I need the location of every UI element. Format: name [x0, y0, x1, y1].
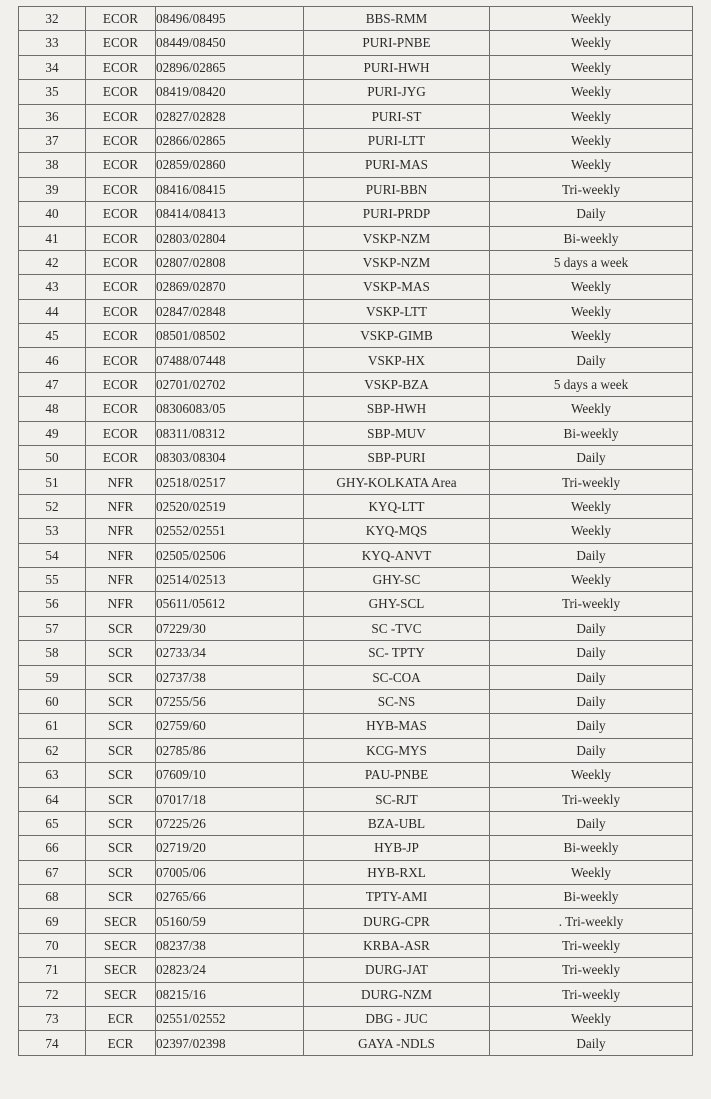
- train-number-cell: 07225/26: [156, 811, 304, 835]
- table-row: [19, 202, 693, 226]
- frequency-cell: Weekly: [490, 80, 693, 104]
- railway-zone-cell: SCR: [86, 714, 156, 738]
- train-number-cell: 02520/02519: [156, 494, 304, 518]
- train-number-cell: 08414/08413: [156, 202, 304, 226]
- railway-zone-cell: ECOR: [86, 7, 156, 31]
- table-row: [19, 104, 693, 128]
- train-number-cell: 02803/02804: [156, 226, 304, 250]
- table-row: [19, 909, 693, 933]
- frequency-cell: Weekly: [490, 275, 693, 299]
- train-number-cell: 02866/02865: [156, 128, 304, 152]
- table-row: [19, 470, 693, 494]
- route-cell: VSKP-HX: [304, 348, 490, 372]
- frequency-cell: Tri-weekly: [490, 958, 693, 982]
- serial-number-cell: 69: [19, 909, 86, 933]
- serial-number-cell: 64: [19, 787, 86, 811]
- train-number-cell: 02514/02513: [156, 567, 304, 591]
- table-row: [19, 592, 693, 616]
- route-cell: PURI-HWH: [304, 55, 490, 79]
- railway-zone-cell: ECOR: [86, 348, 156, 372]
- serial-number-cell: 33: [19, 31, 86, 55]
- serial-number-cell: 49: [19, 421, 86, 445]
- railway-zone-cell: SECR: [86, 933, 156, 957]
- serial-number-cell: 32: [19, 7, 86, 31]
- train-number-cell: 05611/05612: [156, 592, 304, 616]
- route-cell: SBP-MUV: [304, 421, 490, 445]
- serial-number-cell: 35: [19, 80, 86, 104]
- frequency-cell: Weekly: [490, 7, 693, 31]
- railway-zone-cell: ECOR: [86, 446, 156, 470]
- route-cell: PAU-PNBE: [304, 763, 490, 787]
- route-cell: PURI-JYG: [304, 80, 490, 104]
- serial-number-cell: 60: [19, 689, 86, 713]
- table-row: [19, 324, 693, 348]
- frequency-cell: Tri-weekly: [490, 982, 693, 1006]
- railway-zone-cell: SCR: [86, 885, 156, 909]
- table-row: [19, 860, 693, 884]
- serial-number-cell: 66: [19, 836, 86, 860]
- table-row: [19, 543, 693, 567]
- train-number-cell: 07005/06: [156, 860, 304, 884]
- table-row: [19, 714, 693, 738]
- route-cell: VSKP-GIMB: [304, 324, 490, 348]
- railway-zone-cell: SECR: [86, 909, 156, 933]
- railway-zone-cell: SCR: [86, 689, 156, 713]
- route-cell: GHY-KOLKATA Area: [304, 470, 490, 494]
- serial-number-cell: 38: [19, 153, 86, 177]
- train-number-cell: 07229/30: [156, 616, 304, 640]
- railway-zone-cell: ECOR: [86, 421, 156, 445]
- table-row: [19, 299, 693, 323]
- serial-number-cell: 62: [19, 738, 86, 762]
- serial-number-cell: 68: [19, 885, 86, 909]
- table-row: [19, 348, 693, 372]
- route-cell: BZA-UBL: [304, 811, 490, 835]
- frequency-cell: Bi-weekly: [490, 421, 693, 445]
- serial-number-cell: 37: [19, 128, 86, 152]
- table-row: [19, 55, 693, 79]
- train-number-cell: 08419/08420: [156, 80, 304, 104]
- route-cell: VSKP-BZA: [304, 372, 490, 396]
- table-row: [19, 933, 693, 957]
- table-row: [19, 885, 693, 909]
- table-row: [19, 397, 693, 421]
- table-row: [19, 665, 693, 689]
- frequency-cell: Weekly: [490, 104, 693, 128]
- railway-zone-cell: ECOR: [86, 372, 156, 396]
- route-cell: TPTY-AMI: [304, 885, 490, 909]
- frequency-cell: Weekly: [490, 31, 693, 55]
- route-cell: HYB-MAS: [304, 714, 490, 738]
- serial-number-cell: 55: [19, 567, 86, 591]
- route-cell: PURI-ST: [304, 104, 490, 128]
- serial-number-cell: 71: [19, 958, 86, 982]
- train-number-cell: 02827/02828: [156, 104, 304, 128]
- train-number-cell: 08306083/05: [156, 397, 304, 421]
- frequency-cell: Daily: [490, 689, 693, 713]
- railway-zone-cell: ECOR: [86, 128, 156, 152]
- serial-number-cell: 45: [19, 324, 86, 348]
- table-row: [19, 811, 693, 835]
- frequency-cell: Daily: [490, 811, 693, 835]
- table-row: [19, 153, 693, 177]
- route-cell: PURI-LTT: [304, 128, 490, 152]
- route-cell: PURI-PRDP: [304, 202, 490, 226]
- train-number-cell: 07017/18: [156, 787, 304, 811]
- table-row: [19, 494, 693, 518]
- frequency-cell: Weekly: [490, 519, 693, 543]
- railway-zone-cell: SCR: [86, 787, 156, 811]
- table-row: [19, 958, 693, 982]
- frequency-cell: Daily: [490, 543, 693, 567]
- train-number-cell: 08501/08502: [156, 324, 304, 348]
- serial-number-cell: 72: [19, 982, 86, 1006]
- railway-zone-cell: NFR: [86, 592, 156, 616]
- frequency-cell: Weekly: [490, 153, 693, 177]
- route-cell: SBP-HWH: [304, 397, 490, 421]
- table-body: [19, 7, 693, 1056]
- frequency-cell: 5 days a week: [490, 372, 693, 396]
- train-number-cell: 02518/02517: [156, 470, 304, 494]
- serial-number-cell: 51: [19, 470, 86, 494]
- train-number-cell: 02397/02398: [156, 1031, 304, 1055]
- railway-zone-cell: SCR: [86, 641, 156, 665]
- train-number-cell: 02847/02848: [156, 299, 304, 323]
- route-cell: KCG-MYS: [304, 738, 490, 762]
- serial-number-cell: 57: [19, 616, 86, 640]
- route-cell: DURG-NZM: [304, 982, 490, 1006]
- train-number-cell: 02759/60: [156, 714, 304, 738]
- route-cell: DURG-JAT: [304, 958, 490, 982]
- table-row: [19, 421, 693, 445]
- train-number-cell: 02896/02865: [156, 55, 304, 79]
- railway-zone-cell: NFR: [86, 494, 156, 518]
- route-cell: GAYA -NDLS: [304, 1031, 490, 1055]
- table-row: [19, 275, 693, 299]
- train-number-cell: 02807/02808: [156, 250, 304, 274]
- railway-zone-cell: SCR: [86, 811, 156, 835]
- route-cell: SC -TVC: [304, 616, 490, 640]
- route-cell: BBS-RMM: [304, 7, 490, 31]
- table-row: [19, 616, 693, 640]
- frequency-cell: Weekly: [490, 763, 693, 787]
- train-number-cell: 02733/34: [156, 641, 304, 665]
- railway-zone-cell: ECOR: [86, 55, 156, 79]
- table-row: [19, 689, 693, 713]
- train-number-cell: 08416/08415: [156, 177, 304, 201]
- serial-number-cell: 42: [19, 250, 86, 274]
- frequency-cell: Weekly: [490, 1007, 693, 1031]
- frequency-cell: Daily: [490, 738, 693, 762]
- serial-number-cell: 46: [19, 348, 86, 372]
- serial-number-cell: 50: [19, 446, 86, 470]
- train-number-cell: 08496/08495: [156, 7, 304, 31]
- frequency-cell: Bi-weekly: [490, 836, 693, 860]
- railway-zone-cell: SECR: [86, 982, 156, 1006]
- train-number-cell: 08311/08312: [156, 421, 304, 445]
- table-row: [19, 177, 693, 201]
- train-number-cell: 02505/02506: [156, 543, 304, 567]
- frequency-cell: Tri-weekly: [490, 470, 693, 494]
- route-cell: SC- TPTY: [304, 641, 490, 665]
- route-cell: SC-COA: [304, 665, 490, 689]
- table-row: [19, 372, 693, 396]
- route-cell: KRBA-ASR: [304, 933, 490, 957]
- frequency-cell: Daily: [490, 665, 693, 689]
- frequency-cell: Weekly: [490, 860, 693, 884]
- frequency-cell: Bi-weekly: [490, 885, 693, 909]
- route-cell: VSKP-MAS: [304, 275, 490, 299]
- train-number-cell: 07488/07448: [156, 348, 304, 372]
- serial-number-cell: 59: [19, 665, 86, 689]
- frequency-cell: Tri-weekly: [490, 787, 693, 811]
- railway-zone-cell: ECOR: [86, 202, 156, 226]
- frequency-cell: Tri-weekly: [490, 592, 693, 616]
- train-number-cell: 02869/02870: [156, 275, 304, 299]
- serial-number-cell: 53: [19, 519, 86, 543]
- frequency-cell: Daily: [490, 616, 693, 640]
- table-row: [19, 31, 693, 55]
- frequency-cell: Tri-weekly: [490, 933, 693, 957]
- frequency-cell: Weekly: [490, 567, 693, 591]
- railway-zone-cell: ECOR: [86, 397, 156, 421]
- train-number-cell: 02552/02551: [156, 519, 304, 543]
- serial-number-cell: 63: [19, 763, 86, 787]
- railway-zone-cell: ECOR: [86, 226, 156, 250]
- frequency-cell: Daily: [490, 714, 693, 738]
- serial-number-cell: 67: [19, 860, 86, 884]
- frequency-cell: Daily: [490, 202, 693, 226]
- table-row: [19, 226, 693, 250]
- frequency-cell: Weekly: [490, 55, 693, 79]
- serial-number-cell: 65: [19, 811, 86, 835]
- route-cell: HYB-JP: [304, 836, 490, 860]
- route-cell: PURI-PNBE: [304, 31, 490, 55]
- table-row: [19, 763, 693, 787]
- frequency-cell: Weekly: [490, 128, 693, 152]
- route-cell: PURI-BBN: [304, 177, 490, 201]
- frequency-cell: Daily: [490, 348, 693, 372]
- table-row: [19, 128, 693, 152]
- serial-number-cell: 58: [19, 641, 86, 665]
- train-number-cell: 08303/08304: [156, 446, 304, 470]
- train-schedule-table: [18, 6, 693, 1056]
- frequency-cell: Weekly: [490, 494, 693, 518]
- train-number-cell: 02859/02860: [156, 153, 304, 177]
- railway-zone-cell: ECOR: [86, 250, 156, 274]
- route-cell: SC-RJT: [304, 787, 490, 811]
- serial-number-cell: 54: [19, 543, 86, 567]
- railway-zone-cell: NFR: [86, 470, 156, 494]
- serial-number-cell: 43: [19, 275, 86, 299]
- railway-zone-cell: NFR: [86, 543, 156, 567]
- train-number-cell: 08237/38: [156, 933, 304, 957]
- railway-zone-cell: SCR: [86, 616, 156, 640]
- railway-zone-cell: SCR: [86, 738, 156, 762]
- train-number-cell: 02701/02702: [156, 372, 304, 396]
- table-row: [19, 250, 693, 274]
- table-row: [19, 7, 693, 31]
- route-cell: DURG-CPR: [304, 909, 490, 933]
- railway-zone-cell: ECOR: [86, 299, 156, 323]
- railway-zone-cell: ECR: [86, 1031, 156, 1055]
- frequency-cell: Bi-weekly: [490, 226, 693, 250]
- railway-zone-cell: ECOR: [86, 177, 156, 201]
- route-cell: VSKP-NZM: [304, 226, 490, 250]
- serial-number-cell: 40: [19, 202, 86, 226]
- railway-zone-cell: SCR: [86, 836, 156, 860]
- table-row: [19, 738, 693, 762]
- route-cell: HYB-RXL: [304, 860, 490, 884]
- train-number-cell: 02823/24: [156, 958, 304, 982]
- railway-zone-cell: ECOR: [86, 275, 156, 299]
- route-cell: PURI-MAS: [304, 153, 490, 177]
- table-row: [19, 519, 693, 543]
- train-number-cell: 05160/59: [156, 909, 304, 933]
- route-cell: KYQ-MQS: [304, 519, 490, 543]
- frequency-cell: 5 days a week: [490, 250, 693, 274]
- table-row: [19, 787, 693, 811]
- frequency-cell: Tri-weekly: [490, 177, 693, 201]
- frequency-cell: Daily: [490, 446, 693, 470]
- frequency-cell: . Tri-weekly: [490, 909, 693, 933]
- train-number-cell: 07255/56: [156, 689, 304, 713]
- frequency-cell: Daily: [490, 1031, 693, 1055]
- railway-zone-cell: NFR: [86, 567, 156, 591]
- serial-number-cell: 41: [19, 226, 86, 250]
- route-cell: KYQ-ANVT: [304, 543, 490, 567]
- route-cell: GHY-SCL: [304, 592, 490, 616]
- serial-number-cell: 34: [19, 55, 86, 79]
- serial-number-cell: 44: [19, 299, 86, 323]
- table-row: [19, 982, 693, 1006]
- table-row: [19, 446, 693, 470]
- frequency-cell: Weekly: [490, 397, 693, 421]
- frequency-cell: Weekly: [490, 299, 693, 323]
- route-cell: VSKP-NZM: [304, 250, 490, 274]
- train-number-cell: 08449/08450: [156, 31, 304, 55]
- railway-zone-cell: NFR: [86, 519, 156, 543]
- route-cell: VSKP-LTT: [304, 299, 490, 323]
- serial-number-cell: 61: [19, 714, 86, 738]
- table-row: [19, 1007, 693, 1031]
- serial-number-cell: 73: [19, 1007, 86, 1031]
- train-number-cell: 08215/16: [156, 982, 304, 1006]
- railway-zone-cell: ECR: [86, 1007, 156, 1031]
- route-cell: SC-NS: [304, 689, 490, 713]
- railway-zone-cell: ECOR: [86, 324, 156, 348]
- frequency-cell: Weekly: [490, 324, 693, 348]
- railway-zone-cell: SCR: [86, 763, 156, 787]
- frequency-cell: Daily: [490, 641, 693, 665]
- serial-number-cell: 39: [19, 177, 86, 201]
- route-cell: KYQ-LTT: [304, 494, 490, 518]
- train-number-cell: 02765/66: [156, 885, 304, 909]
- serial-number-cell: 47: [19, 372, 86, 396]
- train-number-cell: 02551/02552: [156, 1007, 304, 1031]
- serial-number-cell: 36: [19, 104, 86, 128]
- table-row: [19, 836, 693, 860]
- table-row: [19, 1031, 693, 1055]
- train-number-cell: 07609/10: [156, 763, 304, 787]
- table-row: [19, 567, 693, 591]
- table-row: [19, 80, 693, 104]
- serial-number-cell: 74: [19, 1031, 86, 1055]
- serial-number-cell: 70: [19, 933, 86, 957]
- serial-number-cell: 52: [19, 494, 86, 518]
- railway-zone-cell: ECOR: [86, 104, 156, 128]
- railway-zone-cell: SCR: [86, 665, 156, 689]
- route-cell: DBG - JUC: [304, 1007, 490, 1031]
- railway-zone-cell: ECOR: [86, 80, 156, 104]
- train-number-cell: 02785/86: [156, 738, 304, 762]
- railway-zone-cell: SECR: [86, 958, 156, 982]
- train-number-cell: 02737/38: [156, 665, 304, 689]
- table-row: [19, 641, 693, 665]
- route-cell: GHY-SC: [304, 567, 490, 591]
- route-cell: SBP-PURI: [304, 446, 490, 470]
- train-number-cell: 02719/20: [156, 836, 304, 860]
- railway-zone-cell: ECOR: [86, 31, 156, 55]
- railway-zone-cell: SCR: [86, 860, 156, 884]
- serial-number-cell: 48: [19, 397, 86, 421]
- railway-zone-cell: ECOR: [86, 153, 156, 177]
- serial-number-cell: 56: [19, 592, 86, 616]
